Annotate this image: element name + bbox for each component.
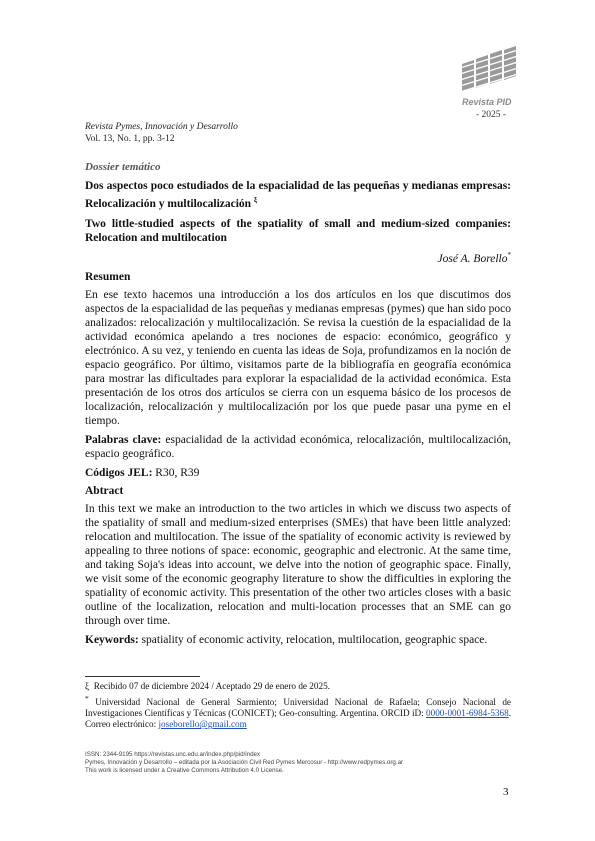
author: [85, 251, 511, 265]
journal-name: Revista Pymes, Innovación y Desarrollo: [85, 122, 238, 132]
footnote-rule: [85, 676, 200, 677]
footnote-received: [85, 681, 511, 692]
palabras-clave: [85, 433, 511, 461]
author-footnote-mark: *: [507, 250, 511, 259]
page-footer: [85, 751, 403, 774]
keywords-text: spatiality of economic activity, relocation, multilocation, geographic space.: [141, 633, 488, 646]
received-mark: ξ: [85, 681, 90, 691]
author-name: José A. Borello: [437, 252, 508, 265]
journal-volume: Vol. 13, No. 1, pp. 3-12: [85, 134, 175, 144]
orcid-link[interactable]: 0000-0001-6984-5368: [426, 708, 509, 719]
title-footnote-mark: ξ: [253, 196, 258, 204]
license-line: This work is licensed under a Creative Commons Attribution 4.0 License.: [85, 766, 284, 774]
jel-text: R30, R39: [155, 466, 200, 479]
publisher-line: Pymes, Innovación y Desarrollo – editada por la Asociación Civil Red Pymes Mercosur - http://www.redpymes.org.ar: [85, 758, 404, 766]
affiliation-mark: *: [85, 694, 89, 703]
footnote-affiliation: [85, 693, 511, 730]
issue-year: - 2025 -: [476, 110, 507, 120]
affiliation-text: Universidad Nacional de General Sarmiento; Universidad Nacional de Rafaela; Consejo Nacional de Investigaciones Científicas y Técnicas (CONICET); Geo-consulting. Argentina. ORCID iD:: [85, 697, 512, 719]
email-link[interactable]: joseborello@gmail.com: [158, 719, 247, 730]
title-english: Two little-studied aspects of the spatiality of small and medium-sized companies: Relocation and multilocation: [85, 217, 511, 244]
jel-label: Códigos JEL:: [85, 466, 153, 479]
journal-citation: [85, 121, 238, 145]
abstract-text: In this text we make an introduction to the two articles in which we discuss two aspects of the spatiality of small and medium-sized enterprises (SMEs) that have been little analyzed: relocation and multilocation. The issue of the spatiality of economic activity is reviewed by appealing to three notions of space: economic, geographic and electronic. At the same time, and taking Soja's ideas into account, we delve into the notion of geographic space. Finally, we visit some of the economic geography literature to show the difficulties in exploring the spatiality of economic activity. This presentation of the other two articles closes with a basic outline of the localization, relocation and multi-location processes that an SME can go through over time.: [85, 502, 511, 627]
abstract-heading: Abtract: [85, 484, 124, 497]
received-text: Recibido 07 de diciembre 2024 / Aceptado 29 de enero de 2025.: [93, 681, 330, 691]
section-label: Dossier temático: [85, 161, 161, 173]
issn-line: ISSN: 2344-9195 https://revistas.unc.edu.ar/index.php/pid/index: [85, 751, 261, 758]
palabras-clave-text: espacialidad de la actividad económica, relocalización, multilocalización, espacio geográfico.: [85, 433, 511, 460]
page-number: 3: [503, 786, 509, 798]
article-body: [85, 161, 511, 652]
keywords: [85, 633, 511, 647]
title-spanish: [85, 179, 511, 211]
logo-text: Revista PID: [462, 97, 512, 107]
resumen-text: En ese texto hacemos una introducción a los dos artículos en los que discutimos dos aspectos de la espacialidad de las pequeñas y medianas empresas (pymes) que han sido poco analizados: relocalización y multilocalización. Se revisa la cuestión de la espacialidad de la actividad económica apelando a tres nociones de espacio: económico, geográfico y electrónico. A su vez, y teniendo en cuenta las ideas de Soja, profundizamos en la noción de espacio geográfico. Por último, visitamos parte de la bibliografía en geografía económica para mostrar las dificultades para explorar la espacialidad de la actividad económica. Esta presentación de los otros dos artículos se cierra con un esquema básico de los procesos de localización, relocalización y multilocalización por los que puede pasar una pyme en el tiempo.: [85, 288, 511, 427]
footnotes: [85, 681, 511, 731]
resumen-heading: Resumen: [85, 270, 131, 283]
email-label: . Correo electrónico:: [85, 708, 511, 730]
palabras-clave-label: Palabras clave:: [85, 433, 162, 446]
jel-codes: [85, 466, 511, 480]
keywords-label: Keywords:: [85, 633, 139, 646]
title-spanish-text: Dos aspectos poco estudiados de la espacialidad de las pequeñas y medianas empresas: Relocalización y multilocalización: [85, 180, 511, 210]
